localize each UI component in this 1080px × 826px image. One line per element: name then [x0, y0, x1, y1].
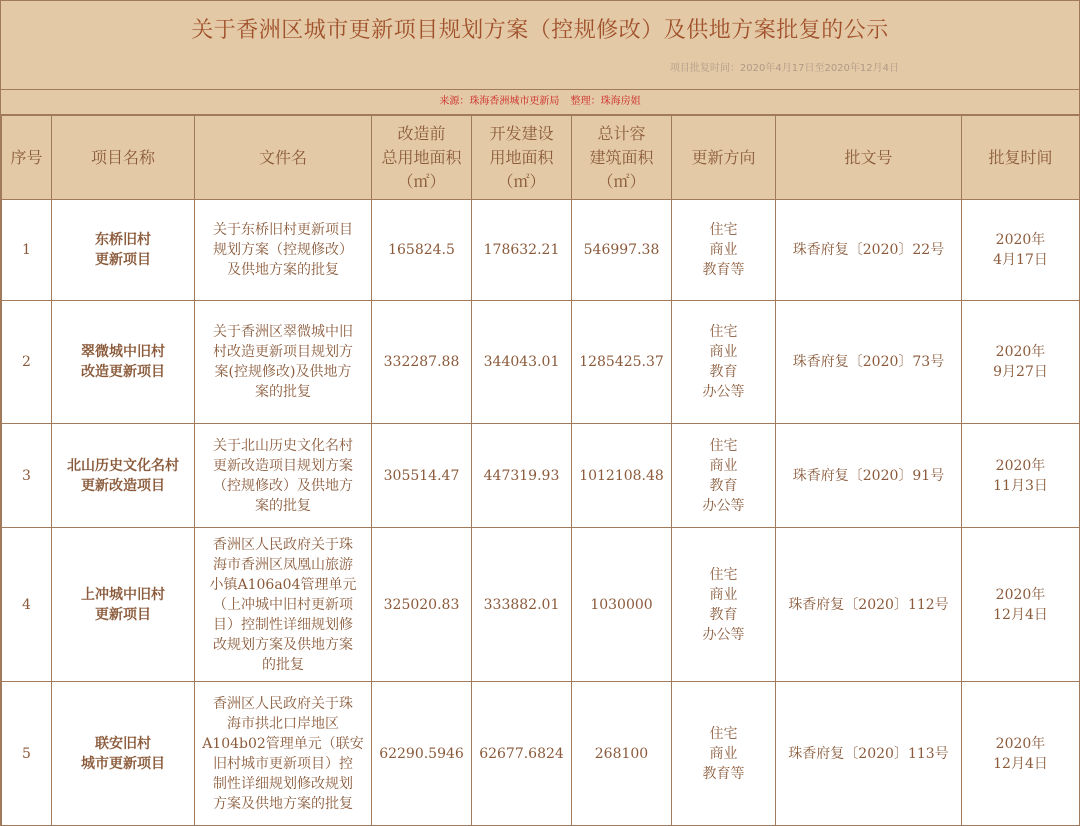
document-name-line: （控规修改）及供地方: [213, 477, 353, 494]
header-floor-area-line: 总计容: [597, 123, 646, 143]
approval-date-line: 11月3日: [993, 477, 1048, 494]
project-name-line: 东桥旧村: [95, 232, 151, 248]
direction-line: 商业: [709, 586, 738, 603]
cell-approval-no: 珠香府复〔2020〕112号: [776, 528, 962, 682]
cell-project-name: [52, 528, 195, 682]
cell-dev-land: 333882.01: [472, 528, 572, 682]
cell-index: 5: [2, 682, 52, 826]
direction-line: 商业: [709, 745, 738, 762]
direction-line: 办公等: [702, 384, 745, 400]
cell-project-name: [52, 200, 195, 301]
approval-date-line: 2020年: [995, 232, 1046, 248]
cell-approval-date: [962, 424, 1080, 528]
cell-floor-area: 268100: [572, 682, 672, 826]
cell-index: 4: [2, 528, 52, 682]
document-name-line: 小镇A106a04管理单元: [209, 576, 357, 593]
cell-land-before: 325020.83: [372, 528, 472, 682]
header-land-before: [372, 116, 472, 200]
project-name-line: 上冲城中旧村: [81, 586, 165, 603]
document-name-line: 旧村城市更新项目）控: [213, 755, 353, 772]
cell-dev-land: 344043.01: [472, 301, 572, 424]
document-name-line: 更新改造项目规划方案: [213, 457, 353, 474]
approval-period-text: 项目批复时间：2020年4月17日至2020年12月4日: [669, 63, 899, 74]
cell-approval-date: [962, 528, 1080, 682]
project-name-line: 改造更新项目: [81, 364, 165, 380]
project-name-line: 更新项目: [95, 252, 151, 268]
cell-floor-area: 1012108.48: [572, 424, 672, 528]
cell-dev-land: 62677.6824: [472, 682, 572, 826]
project-name-line: 城市更新项目: [81, 755, 165, 772]
project-name-line: 翠微城中旧村: [81, 344, 165, 360]
cell-floor-area: 546997.38: [572, 200, 672, 301]
cell-direction: [672, 301, 776, 424]
direction-line: 教育: [709, 477, 738, 494]
approval-date-line: 9月27日: [993, 364, 1048, 380]
cell-approval-no: 珠香府复〔2020〕113号: [776, 682, 962, 826]
cell-document-name: [195, 528, 372, 682]
cell-floor-area: 1285425.37: [572, 301, 672, 424]
cell-land-before: 165824.5: [372, 200, 472, 301]
direction-line: 教育等: [702, 262, 745, 278]
cell-project-name: [52, 301, 195, 424]
cell-approval-no: 珠香府复〔2020〕22号: [776, 200, 962, 301]
header-direction: 更新方向: [672, 116, 776, 200]
direction-line: 教育: [709, 364, 738, 380]
cell-land-before: 332287.88: [372, 301, 472, 424]
header-approval-date: 批复时间: [962, 116, 1080, 200]
document-name-line: （上冲城中旧村更新项: [213, 596, 353, 613]
cell-dev-land: 178632.21: [472, 200, 572, 301]
document-name-line: 案的批复: [255, 384, 311, 400]
document-name-line: 案(控规修改)及供地方: [214, 364, 352, 380]
document-name-line: 制性详细规划修改规划: [213, 775, 353, 792]
direction-line: 商业: [709, 344, 738, 360]
direction-line: 住宅: [709, 437, 738, 454]
project-name-line: 更新项目: [95, 606, 151, 623]
document-name-line: A104b02管理单元（联安: [202, 735, 364, 752]
direction-line: 住宅: [709, 566, 738, 583]
title-band: [1, 1, 1079, 90]
cell-approval-no: 珠香府复〔2020〕73号: [776, 301, 962, 424]
cell-direction: [672, 200, 776, 301]
document-name-line: 香洲区人民政府关于珠: [213, 536, 353, 553]
document-name-line: 案的批复: [255, 497, 311, 514]
header-dev-land: [472, 116, 572, 200]
table-row: [2, 301, 1080, 424]
cell-dev-land: 447319.93: [472, 424, 572, 528]
approval-table: [1, 115, 1080, 826]
source-text: 来源：珠海香洲城市更新局: [439, 96, 560, 107]
header-land-before-line: 总用地面积: [381, 147, 462, 167]
approval-date-line: 2020年: [995, 457, 1046, 474]
table-header-row: [2, 116, 1080, 200]
cell-project-name: [52, 682, 195, 826]
header-land-before-line: （㎡）: [397, 171, 446, 191]
header-land-before-line: 改造前: [397, 123, 446, 143]
project-name-line: 联安旧村: [95, 735, 151, 752]
table-row: [2, 528, 1080, 682]
cell-direction: [672, 424, 776, 528]
cell-index: 2: [2, 301, 52, 424]
document-name-line: 海市拱北口岸地区: [227, 715, 339, 732]
header-dev-land-line: （㎡）: [497, 171, 546, 191]
direction-line: 办公等: [702, 497, 745, 514]
cell-land-before: 62290.5946: [372, 682, 472, 826]
approval-date-line: 4月17日: [993, 252, 1048, 268]
source-band: [1, 90, 1079, 115]
document-name-line: 村改造更新项目规划方: [213, 344, 353, 360]
table-row: [2, 682, 1080, 826]
cell-project-name: [52, 424, 195, 528]
document-name-line: 关于东桥旧村更新项目: [213, 222, 353, 238]
header-approval-no: 批文号: [776, 116, 962, 200]
document-name-line: 香洲区人民政府关于珠: [213, 695, 353, 712]
project-name-line: 更新改造项目: [81, 477, 165, 494]
direction-line: 住宅: [709, 222, 738, 238]
direction-line: 商业: [709, 457, 738, 474]
header-floor-area-line: 建筑面积: [589, 147, 654, 167]
document-name-line: 方案及供地方案的批复: [213, 795, 353, 812]
approval-date-line: 2020年: [995, 735, 1046, 752]
header-index: 序号: [2, 116, 52, 200]
direction-line: 商业: [709, 242, 738, 258]
header-document-name: 文件名: [195, 116, 372, 200]
cell-land-before: 305514.47: [372, 424, 472, 528]
approval-date-line: 12月4日: [993, 606, 1048, 623]
cell-document-name: [195, 301, 372, 424]
document-name-line: 关于香洲区翠微城中旧: [213, 324, 353, 340]
table-row: [2, 200, 1080, 301]
compiler-text: 整理：珠海房姐: [570, 96, 641, 107]
approval-date-line: 12月4日: [993, 755, 1048, 772]
document-name-line: 关于北山历史文化名村: [213, 437, 353, 454]
document-name-line: 改规划方案及供地方案: [213, 636, 353, 653]
document-name-line: 海市香洲区凤凰山旅游: [213, 556, 353, 573]
header-floor-area-line: （㎡）: [597, 171, 646, 191]
cell-approval-date: [962, 301, 1080, 424]
header-floor-area: [572, 116, 672, 200]
direction-line: 教育等: [702, 765, 745, 782]
project-name-line: 北山历史文化名村: [67, 457, 179, 474]
header-dev-land-line: 开发建设: [489, 123, 554, 143]
cell-direction: [672, 528, 776, 682]
direction-line: 住宅: [709, 725, 738, 742]
table-row: [2, 424, 1080, 528]
approval-date-line: 2020年: [995, 344, 1046, 360]
document-name-line: 目）控制性详细规划修: [213, 616, 353, 633]
direction-line: 住宅: [709, 324, 738, 340]
cell-document-name: [195, 200, 372, 301]
cell-approval-date: [962, 200, 1080, 301]
page-title: 关于香洲区城市更新项目规划方案（控规修改）及供地方案批复的公示: [191, 18, 889, 43]
cell-index: 1: [2, 200, 52, 301]
direction-line: 教育: [709, 606, 738, 623]
cell-index: 3: [2, 424, 52, 528]
header-project-name: 项目名称: [52, 116, 195, 200]
document-name-line: 及供地方案的批复: [227, 262, 339, 278]
cell-document-name: [195, 424, 372, 528]
header-dev-land-line: 用地面积: [489, 147, 554, 167]
direction-line: 办公等: [702, 626, 745, 643]
cell-direction: [672, 682, 776, 826]
cell-approval-date: [962, 682, 1080, 826]
document-name-line: 的批复: [262, 656, 304, 673]
approval-date-line: 2020年: [995, 586, 1046, 603]
cell-document-name: [195, 682, 372, 826]
document-name-line: 规划方案（控规修改）: [213, 242, 353, 258]
cell-floor-area: 1030000: [572, 528, 672, 682]
cell-approval-no: 珠香府复〔2020〕91号: [776, 424, 962, 528]
